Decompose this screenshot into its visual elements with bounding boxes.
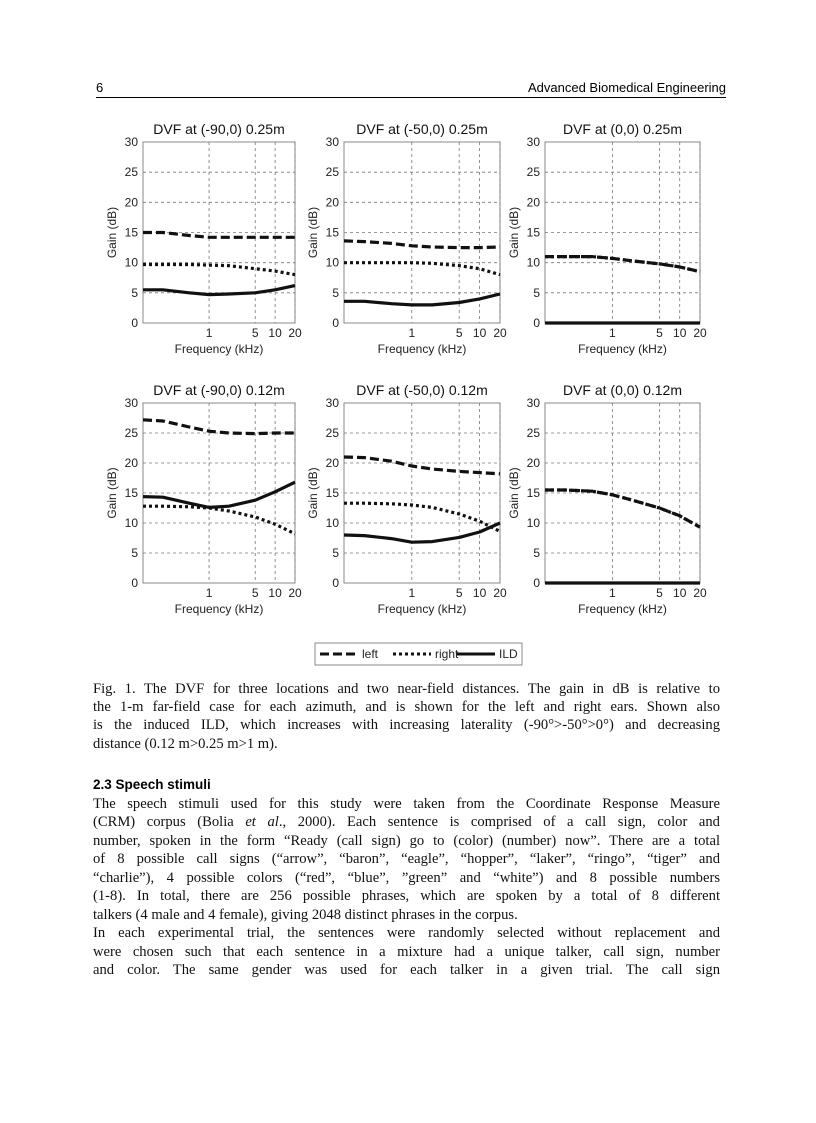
y-axis-label: Gain (dB): [105, 206, 119, 259]
body-line: In each experimental trial, the sentences were randomly selected without replacement and: [93, 925, 720, 941]
x-tick-label: 20: [693, 326, 707, 340]
y-tick-label: 15: [325, 225, 339, 240]
y-tick-label: 15: [325, 486, 339, 500]
page-number: 6: [96, 80, 104, 95]
y-tick-label: 20: [325, 456, 339, 470]
chart-title: DVF at (-90,0) 0.12m: [153, 382, 285, 398]
y-tick-label: 20: [124, 456, 138, 470]
running-title: Advanced Biomedical Engineering: [527, 80, 726, 95]
header-rule: [96, 97, 726, 98]
y-axis-label: Gain (dB): [306, 206, 320, 259]
x-axis-label: Frequency (kHz): [377, 602, 467, 616]
y-tick-label: 20: [124, 195, 138, 210]
body-line: of 8 possible call signs (“arrow”, “baron”, “eagle”, “hopper”, “laker”, “ringo”, “tiger” and: [93, 851, 720, 867]
x-tick-label: 1: [609, 326, 616, 340]
y-tick-label: 10: [124, 255, 138, 270]
y-tick-label: 25: [526, 165, 540, 180]
y-axis-label: Gain (dB): [507, 206, 521, 259]
legend-label: ILD: [499, 647, 518, 661]
y-tick-label: 25: [124, 165, 138, 180]
y-tick-label: 10: [526, 516, 540, 530]
y-axis-label: Gain (dB): [306, 467, 320, 519]
x-tick-label: 1: [609, 586, 616, 600]
y-tick-label: 15: [526, 225, 540, 240]
y-tick-label: 0: [533, 576, 540, 590]
y-tick-label: 30: [124, 396, 138, 410]
y-tick-label: 5: [131, 285, 138, 300]
y-tick-label: 25: [124, 426, 138, 440]
x-tick-label: 5: [251, 586, 259, 600]
chart-title: DVF at (0,0) 0.12m: [562, 382, 683, 398]
body-line: (1-8). In total, there are 256 possible phrases, which are spoken by a total of 8 different: [93, 888, 720, 904]
x-tick-label: 10: [472, 326, 487, 340]
caption-line: distance (0.12 m>0.25 m>1 m).: [93, 736, 278, 752]
y-tick-label: 10: [325, 516, 339, 530]
y-tick-label: 5: [131, 546, 138, 560]
y-axis-label: Gain (dB): [105, 467, 119, 519]
body-line: were chosen such that each sentence in a mixture had a unique talker, call sign, number: [93, 944, 720, 960]
text: (CRM) corpus (Bolia: [93, 814, 246, 830]
x-tick-label: 1: [408, 326, 416, 340]
caption-line: the 1-m far-field case for each azimuth, and is shown for the left and right ears. Shown also: [93, 699, 720, 715]
plot-area: [545, 142, 700, 323]
x-axis-label: Frequency (kHz): [578, 602, 667, 616]
y-tick-label: 0: [332, 576, 339, 590]
x-axis-label: Frequency (kHz): [578, 342, 667, 356]
x-tick-label: 1: [205, 326, 213, 340]
x-tick-label: 10: [673, 326, 687, 340]
body-line: number, spoken in the form “Ready (call sign) go to (color) (number) now”. There are a total: [93, 833, 720, 849]
y-tick-label: 5: [533, 546, 540, 560]
y-tick-label: 20: [526, 195, 540, 210]
x-tick-label: 5: [455, 326, 463, 340]
text: ., 2000). Each sentence is comprised of a call sign, color and: [278, 814, 720, 830]
y-tick-label: 20: [526, 456, 540, 470]
y-tick-label: 10: [325, 255, 339, 270]
chart-title: DVF at (-50,0) 0.25m: [356, 121, 488, 137]
y-tick-label: 30: [526, 396, 540, 410]
y-tick-label: 5: [332, 285, 339, 300]
legend-label: right: [435, 647, 459, 661]
y-tick-label: 25: [325, 426, 339, 440]
y-tick-label: 0: [533, 316, 540, 330]
x-tick-label: 20: [493, 326, 507, 340]
x-tick-label: 5: [251, 326, 259, 340]
figure-dvf-panels: [0, 110, 816, 680]
body-line: [93, 813, 720, 831]
y-tick-label: 0: [332, 316, 339, 330]
y-tick-label: 10: [124, 516, 138, 530]
chart-title: DVF at (-90,0) 0.25m: [153, 121, 285, 137]
x-tick-label: 5: [656, 586, 663, 600]
body-line: and color. The same gender was used for each talker in a given trial. The call sign: [93, 962, 720, 978]
x-tick-label: 10: [673, 586, 687, 600]
y-tick-label: 15: [124, 486, 138, 500]
x-tick-label: 20: [493, 586, 507, 600]
y-axis-label: Gain (dB): [507, 467, 521, 519]
y-tick-label: 5: [533, 285, 540, 300]
chart-title: DVF at (-50,0) 0.12m: [356, 382, 488, 398]
y-tick-label: 5: [332, 546, 339, 560]
x-tick-label: 5: [455, 586, 463, 600]
x-tick-label: 10: [268, 326, 282, 340]
body-line: talkers (4 male and 4 female), giving 2048 distinct phrases in the corpus.: [93, 907, 518, 923]
y-tick-label: 30: [124, 135, 138, 149]
x-tick-label: 10: [472, 586, 487, 600]
section-heading: 2.3 Speech stimuli: [93, 777, 211, 792]
y-tick-label: 30: [325, 396, 339, 410]
legend-label: left: [362, 647, 379, 661]
citation-etal: et al: [245, 814, 279, 830]
y-tick-label: 15: [526, 486, 540, 500]
y-tick-label: 20: [325, 195, 339, 210]
y-tick-label: 10: [526, 255, 540, 270]
caption-line: Fig. 1. The DVF for three locations and two near-field distances. The gain in dB is relative to: [93, 681, 720, 697]
plot-area: [545, 403, 700, 583]
x-axis-label: Frequency (kHz): [377, 342, 467, 356]
y-tick-label: 0: [131, 576, 138, 590]
y-tick-label: 30: [526, 135, 540, 149]
y-tick-label: 25: [325, 165, 339, 180]
x-tick-label: 1: [205, 586, 213, 600]
chart-title: DVF at (0,0) 0.25m: [562, 121, 683, 137]
body-line: “charlie”), 4 possible colors (“red”, “blue”, ”green” and “white”) and 8 possible numbers: [93, 870, 720, 886]
body-line: The speech stimuli used for this study were taken from the Coordinate Response Measure: [93, 796, 720, 812]
x-tick-label: 1: [408, 586, 416, 600]
y-tick-label: 30: [325, 135, 339, 149]
y-tick-label: 15: [124, 225, 138, 240]
x-tick-label: 10: [268, 586, 282, 600]
x-axis-label: Frequency (kHz): [174, 602, 264, 616]
x-axis-label: Frequency (kHz): [174, 342, 264, 356]
y-tick-label: 0: [131, 316, 138, 330]
x-tick-label: 5: [656, 326, 663, 340]
caption-line: is the induced ILD, which increases with increasing laterality (-90°>-50°>0°) and decreasing: [93, 717, 720, 733]
y-tick-label: 25: [526, 426, 540, 440]
x-tick-label: 20: [288, 326, 302, 340]
x-tick-label: 20: [693, 586, 707, 600]
x-tick-label: 20: [288, 586, 302, 600]
